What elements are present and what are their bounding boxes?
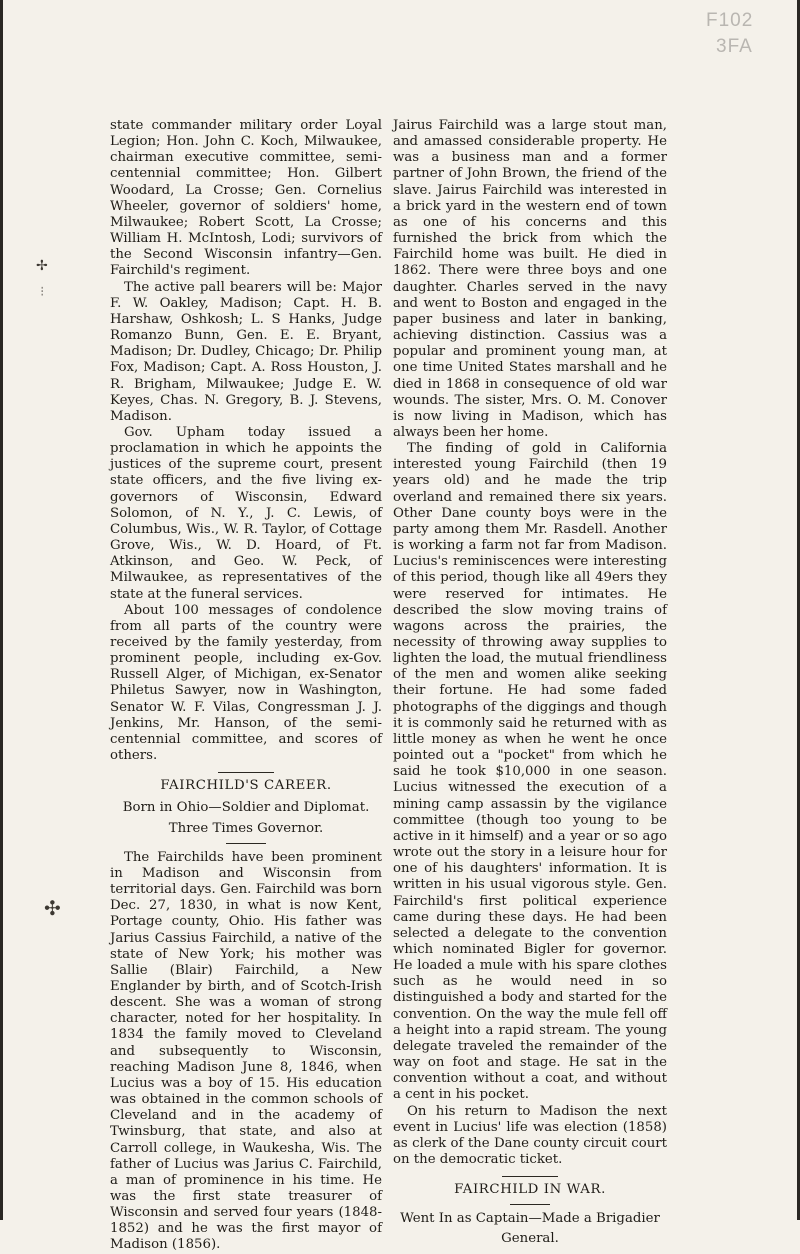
- margin-smudge-mark: ⁝: [40, 284, 45, 300]
- section-subheading: Born in Ohio—Soldier and Diplomat.: [122, 800, 370, 816]
- left-column: [110, 118, 382, 1254]
- archive-mark: F102: [706, 10, 754, 31]
- section-divider: [226, 843, 266, 844]
- margin-smudge-mark: ✢: [36, 258, 48, 274]
- article-paragraph: Jairus Fairchild was a large stout man, and amassed considerable property. He was a business man and a former partner of John Brown, the friend of the slave. Jairus Fairchild was interested in a brick yard in the western end of town as one of his concerns and this furnished the brick from which the Fairchild home was built. He died in 1862. There were three boys and one daughter. Charles served in the navy and went to Boston and engaged in the paper business and later in banking, achieving distinction. Cassius was a popular and prominent young man, at one time United States marshall and he died in 1868 in consequence of old war wounds. The sister, Mrs. O. M. Conover is now living in Madison, which has always been her home.: [393, 118, 667, 440]
- section-heading: FAIRCHILD IN WAR.: [454, 1182, 606, 1198]
- archive-mark-secondary: 3FA: [716, 36, 753, 57]
- section-heading: FAIRCHILD'S CAREER.: [160, 778, 332, 794]
- article-paragraph: The finding of gold in California interested young Fairchild (then 19 years old) and he made the trip overland and remained there six years. Other Dane county boys were in the party among them Mr. Rasdell. Another is working a farm not far from Madison. Lucius's reminiscences were interesting of this period, though like all 49ers they were reserved for intimates. He described the slow moving trains of wagons across the prairies, the necessity of throwing away supplies to lighten the load, the mutual friendliness of the men and women alike seeking their fortune. He had some faded photographs of the diggings and though it is commonly said he returned with as little money as when he went he once pointed out a "pocket" from which he said he took $10,000 in one season. Lucius witnessed the execution of a mining camp assassin by the vigilance committee (though too young to be active in it himself) and a year or so ago wrote out the story in a leisure hour for one of his daughters' information. It is written in his usual vigorous style. Gen. Fairchild's first political experience came during these days. He had been selected a delegate to the convention which nominated Bigler for governor. He loaded a mule with his spare clothes such as he would need in so distinguished a body and started for the convention. On the way the mule fell off a height into a rapid stream. The young delegate traveled the remainder of the way on foot and stage. He sat in the convention without a coat, and without a cent in his pocket.: [393, 441, 667, 1103]
- right-column: [393, 118, 667, 1248]
- scan-edge-left: [0, 0, 3, 1220]
- margin-smudge-mark: ✣: [44, 896, 61, 920]
- article-paragraph: On his return to Madison the next event in Lucius' life was election (1858) as clerk of the Dane county circuit court on the democratic ticket.: [393, 1103, 667, 1167]
- article-paragraph: The active pall bearers will be: Major F. W. Oakley, Madison; Capt. H. B. Harshaw, Oshkosh; L. S Hanks, Judge Romanzo Bunn, Gen. E. E. Bryant, Madison; Dr. Dudley, Chicago; Dr. Philip Fox, Madison; Capt. A. Ross Houston, J. R. Brigham, Milwaukee; Judge E. W. Keyes, Chas. N. Gregory, B. J. Stevens, Madison.: [110, 279, 382, 424]
- section-subheading: Went In as Captain—Made a Brigadier: [400, 1211, 660, 1227]
- article-paragraph: The Fairchilds have been prominent in Madison and Wisconsin from territorial days. Gen. Fairchild was born Dec. 27, 1830, in what is now Kent, Portage county, Ohio. His father was Jarius Cassius Fairchild, a native of the state of New York; his mother was Sallie (Blair) Fairchild, a New Englander by birth, and of Scotch-Irish descent. She was a woman of strong character, noted for her hospitality. In 1834 the family moved to Cleveland and subsequently to Wisconsin, reaching Madison June 8, 1846, when Lucius was a boy of 15. His education was obtained in the common schools of Cleveland and in the academy of Twinsburg, that state, and also at Carroll college, in Waukesha, Wis. The father of Lucius was Jarius C. Fairchild, a man of prominence in his time. He was the first state treasurer of Wisconsin and served four years (1848-1852) and he was the first mayor of Madison (1856).: [110, 849, 382, 1253]
- article-paragraph: Gov. Upham today issued a proclamation in which he appoints the justices of the supreme court, present state officers, and the five living ex-governors of Wisconsin, Edward Solomon, of N. Y., J. C. Lewis, of Columbus, Wis., W. R. Taylor, of Cottage Grove, Wis., W. D. Hoard, of Ft. Atkinson, and Geo. W. Peck, of Milwaukee, as representatives of the state at the funeral services.: [110, 424, 382, 602]
- section-subheading: General.: [501, 1231, 559, 1247]
- section-divider: [502, 1176, 558, 1177]
- section-divider: [510, 1204, 550, 1205]
- section-subheading: Three Times Governor.: [168, 820, 324, 836]
- section-divider: [218, 772, 274, 773]
- article-paragraph: state commander military order Loyal Legion; Hon. John C. Koch, Milwaukee, chairman executive committee, semi-centennial committee; Hon. Gilbert Woodard, La Crosse; Gen. Cornelius Wheeler, governor of soldiers' home, Milwaukee; Robert Scott, La Crosse; William H. McIntosh, Lodi; survivors of the Second Wisconsin infantry—Gen. Fairchild's regiment.: [110, 118, 382, 279]
- article-paragraph: About 100 messages of condolence from all parts of the country were received by the family yesterday, from prominent people, including ex-Gov. Russell Alger, of Michigan, ex-Senator Philetus Sawyer, now in Washington, Senator W. F. Vilas, Congressman J. J. Jenkins, Mr. Hanson, of the semi-centennial committee, and scores of others.: [110, 602, 382, 764]
